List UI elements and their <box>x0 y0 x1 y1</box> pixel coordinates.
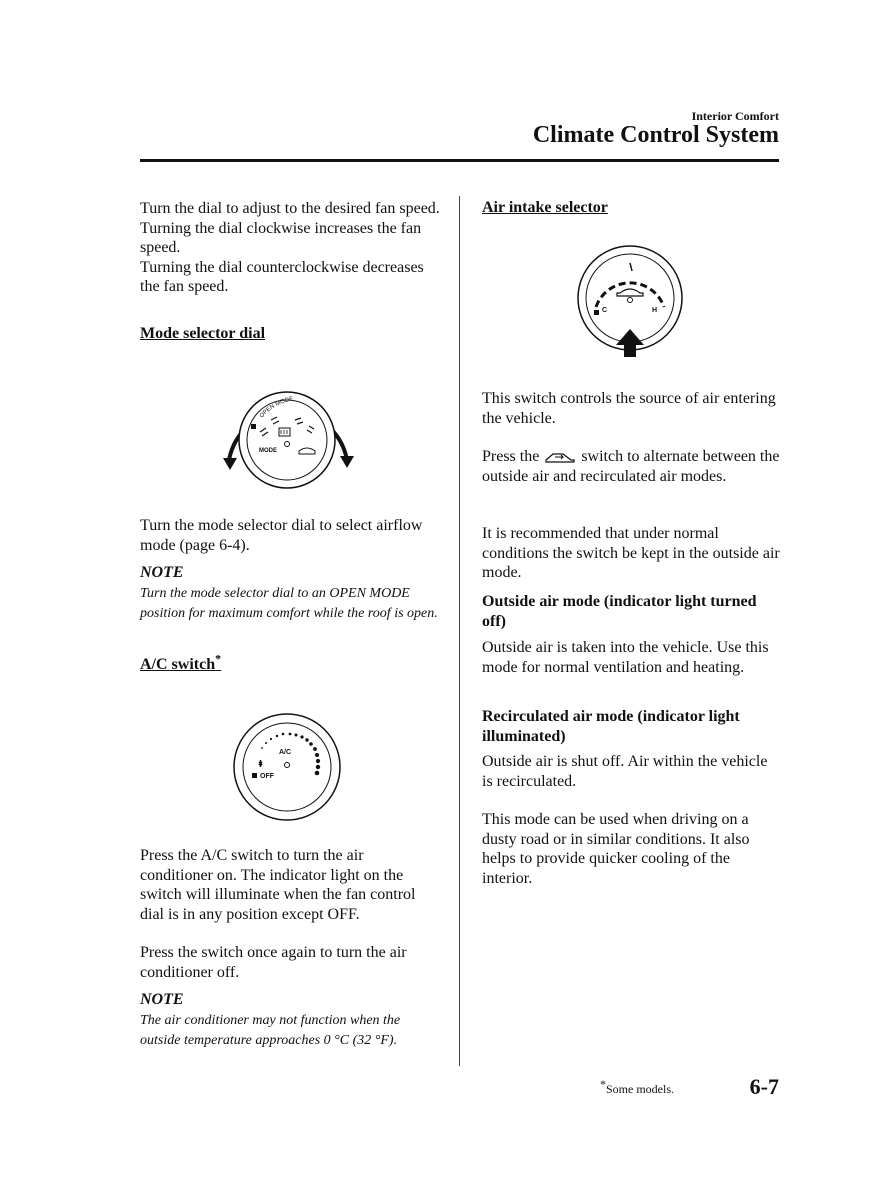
marker-square-icon <box>594 310 599 315</box>
press-text-before: Press the <box>482 448 540 465</box>
recirculated-usage-text: This mode can be used when driving on a dusty road or in similar conditions. It also helps to provide quicker cooling of the interior. <box>482 811 750 887</box>
ac-switch-figure <box>232 712 342 822</box>
note-text: Turn the mode selector dial to an OPEN MODE position for maximum comfort while the roof is open. <box>140 586 438 621</box>
section-label: Interior Comfort <box>691 109 779 123</box>
outside-air-text: Outside air is taken into the vehicle. Use this mode for normal ventilation and heating. <box>482 639 769 676</box>
ac-switch-heading <box>140 651 222 674</box>
note-text-2: The air conditioner may not function when the outside temperature approaches 0 °C (32 °F). <box>140 1013 401 1048</box>
mode-dial-label: MODE <box>259 448 277 454</box>
footnote-text: Some models. <box>606 1082 674 1096</box>
page-title: Climate Control System <box>532 122 779 148</box>
header-rule <box>140 159 779 162</box>
press-text-after: switch to alternate between the outside air and recirculated air modes. <box>482 448 780 485</box>
mode-selector-dial-figure <box>215 372 360 492</box>
arrow-right-icon <box>340 456 354 468</box>
press-switch-text <box>482 447 782 486</box>
ac-label: A/C <box>279 749 292 756</box>
off-label: OFF <box>260 773 274 780</box>
note-title: NOTE <box>140 564 184 581</box>
column-divider <box>459 196 460 1066</box>
recirculated-air-heading: Recirculated air mode (indicator light illuminated) <box>482 708 740 745</box>
footnote <box>600 1077 674 1097</box>
ac-off-text: Press the switch once again to turn the air conditioner off. <box>140 944 407 981</box>
outside-air-heading: Outside air mode (indicator light turned off) <box>482 593 757 630</box>
page-number: 6-7 <box>749 1074 779 1099</box>
intake-text: This switch controls the source of air entering the vehicle. <box>482 390 776 427</box>
open-mode-arc-label: OPEN MODE <box>258 396 294 420</box>
ac-switch-text: Press the A/C switch to turn the air conditioner on. The indicator light on the switch will illuminate when the fan control dial is in any position except OFF. <box>140 847 416 923</box>
cold-label: C <box>602 307 608 314</box>
hot-label: H <box>652 307 658 314</box>
note-title-2: NOTE <box>140 991 184 1008</box>
arrow-left-icon <box>223 458 237 470</box>
recirculated-air-text: Outside air is shut off. Air within the vehicle is recirculated. <box>482 753 768 790</box>
recommendation-text: It is recommended that under normal conditions the switch be kept in the outside air mode. <box>482 525 780 581</box>
off-marker-square-icon <box>252 773 257 778</box>
indicator-square-icon <box>251 424 256 429</box>
fan-speed-text: Turn the dial to adjust to the desired fan speed. Turning the dial clockwise increases the fan speed. Turning the dial counterclockwise decreases the fan speed. <box>140 200 440 295</box>
ac-switch-heading-label: A/C switch <box>140 656 216 673</box>
recirculation-icon <box>543 450 577 464</box>
mode-selector-text: Turn the mode selector dial to select airflow mode (page 6-4). <box>140 517 423 554</box>
mode-selector-heading: Mode selector dial <box>140 325 266 342</box>
star-marker: * <box>215 651 222 666</box>
air-intake-selector-figure <box>572 245 687 365</box>
footnote-star: * <box>600 1077 606 1091</box>
air-intake-heading: Air intake selector <box>482 199 608 216</box>
